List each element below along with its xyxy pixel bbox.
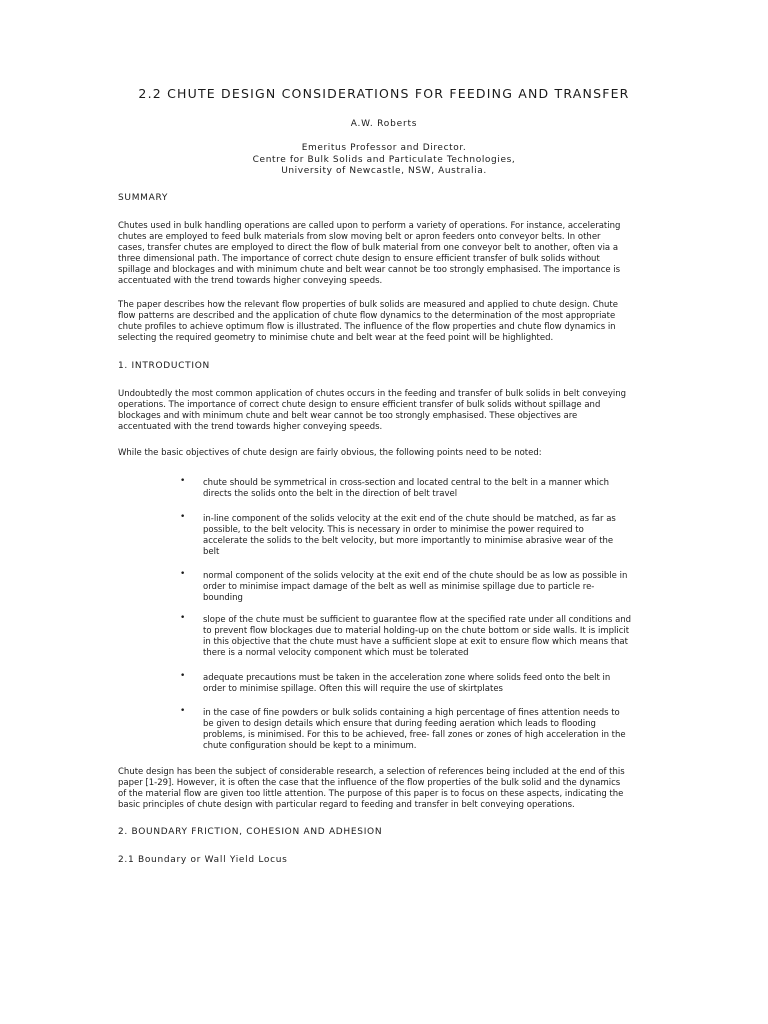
summary-paragraph-2 — [118, 300, 650, 344]
text-line: basic principles of chute design with particular regard to feeding and transfer in belt conveying operations. — [118, 800, 575, 810]
text-line: chute profiles to achieve optimum flow is illustrated. The influence of the flow properties and chute flow dynamics in — [118, 322, 616, 332]
introduction-heading: 1. INTRODUCTION — [118, 361, 210, 371]
introduction-paragraph-2 — [118, 448, 650, 459]
author-name: A.W. Roberts — [350, 119, 418, 129]
text-line: directs the solids onto the belt in the direction of belt travel — [203, 489, 458, 499]
text-line: in the case of fine powders or bulk solids containing a high percentage of fines attention needs to — [203, 708, 620, 718]
bullet-item — [203, 571, 653, 604]
text-line: belt — [203, 547, 220, 557]
summary-paragraph-1 — [118, 221, 650, 287]
text-line: spillage and blockages and with minimum chute and belt wear cannot be too strongly emphasised. The importance is — [118, 265, 621, 275]
text-line: chutes are employed to feed bulk materials from slow moving belt or apron feeders onto conveyor belts. In other — [118, 232, 601, 242]
text-line: chute configuration should be kept to a minimum. — [203, 741, 417, 751]
text-line: in-line component of the solids velocity at the exit end of the chute should be matched, as far as — [203, 514, 616, 524]
bullet-marker: • — [180, 671, 186, 681]
text-line: paper [1-29]. However, it is often the case that the influence of the flow properties of the bulk solid and the dynamics — [118, 778, 621, 788]
text-line: slope of the chute must be sufficient to guarantee flow at the specified rate under all conditions and — [203, 615, 632, 625]
section-2-1-heading: 2.1 Boundary or Wall Yield Locus — [118, 855, 288, 865]
text-line: of the material flow are given too little attention. The purpose of this paper is to focus on these aspects, indicating the — [118, 789, 624, 799]
text-line: blockages and with minimum chute and belt wear cannot be too strongly emphasised. These objectives are — [118, 411, 578, 421]
bullet-item — [203, 615, 653, 659]
text-line: accentuated with the trend towards higher conveying speeds. — [118, 422, 383, 432]
text-line: adequate precautions must be taken in the acceleration zone where solids feed onto the belt in — [203, 673, 611, 683]
text-line: in this objective that the chute must have a sufficient slope at exit to ensure flow which means that — [203, 637, 628, 647]
author-affiliation — [0, 143, 768, 178]
text-line: problems, is minimised. For this to be achieved, free- fall zones or zones of high acceleration in the — [203, 730, 626, 740]
text-line: accentuated with the trend towards higher conveying speeds. — [118, 276, 383, 286]
affiliation-line: University of Newcastle, NSW, Australia. — [281, 166, 487, 176]
bullet-marker: • — [180, 512, 186, 522]
text-line: normal component of the solids velocity at the exit end of the chute should be as low as possible in — [203, 571, 628, 581]
bullet-item — [203, 478, 653, 500]
text-line: selecting the required geometry to minimise chute and belt wear at the feed point will be highlighted. — [118, 333, 554, 343]
affiliation-line: Centre for Bulk Solids and Particulate Technologies, — [252, 154, 516, 165]
bullet-marker: • — [180, 706, 186, 716]
introduction-paragraph-1 — [118, 389, 650, 433]
text-line: order to minimise spillage. Often this will require the use of skirtplates — [203, 684, 503, 694]
text-line: possible, to the belt velocity. This is necessary in order to minimise the power required to — [203, 525, 584, 535]
bullet-marker: • — [180, 476, 186, 486]
text-line: bounding — [203, 593, 243, 603]
text-line: be given to design details which ensure that during feeding aeration which leads to flooding — [203, 719, 596, 729]
bullet-marker: • — [180, 569, 186, 579]
bullet-marker: • — [180, 613, 186, 623]
text-line: three dimensional path. The importance of correct chute design to ensure efficient transfer of bulk solids without — [118, 254, 600, 264]
introduction-paragraph-3 — [118, 767, 650, 811]
text-line: chute should be symmetrical in cross-section and located central to the belt in a manner which — [203, 478, 610, 488]
text-line: Chutes used in bulk handling operations are called upon to perform a variety of operations. For instance, accelerating — [118, 221, 621, 231]
text-line: flow patterns are described and the application of chute flow dynamics to the determination of the most appropriate — [118, 311, 616, 321]
text-line: The paper describes how the relevant flow properties of bulk solids are measured and applied to chute design. Chute — [118, 300, 618, 310]
text-line: order to minimise impact damage of the belt as well as minimise spillage due to particle re- — [203, 582, 595, 592]
text-line: While the basic objectives of chute design are fairly obvious, the following points need to be noted: — [118, 448, 542, 458]
summary-heading: SUMMARY — [118, 193, 169, 203]
affiliation-line: Emeritus Professor and Director. — [301, 143, 467, 153]
bullet-item — [203, 673, 653, 695]
text-line: Chute design has been the subject of considerable research, a selection of references being included at the end of this — [118, 767, 625, 777]
bullet-item — [203, 708, 653, 752]
text-line: cases, transfer chutes are employed to direct the flow of bulk material from one conveyor belt to another, often via a — [118, 243, 619, 253]
text-line: to prevent flow blockages due to material holding-up on the chute bottom or side walls. It is implicit — [203, 626, 630, 636]
section-2-heading: 2. BOUNDARY FRICTION, COHESION AND ADHESION — [118, 827, 383, 837]
text-line: there is a normal velocity component which must be tolerated — [203, 648, 469, 658]
bullet-item — [203, 514, 653, 558]
text-line: accelerate the solids to the belt velocity, but more importantly to minimise abrasive wear of the — [203, 536, 614, 546]
paper-title: 2.2 CHUTE DESIGN CONSIDERATIONS FOR FEEDING AND TRANSFER — [138, 86, 630, 101]
text-line: operations. The importance of correct chute design to ensure efficient transfer of bulk solids without spillage and — [118, 400, 601, 410]
text-line: Undoubtedly the most common application of chutes occurs in the feeding and transfer of bulk solids in belt conveying — [118, 389, 627, 399]
